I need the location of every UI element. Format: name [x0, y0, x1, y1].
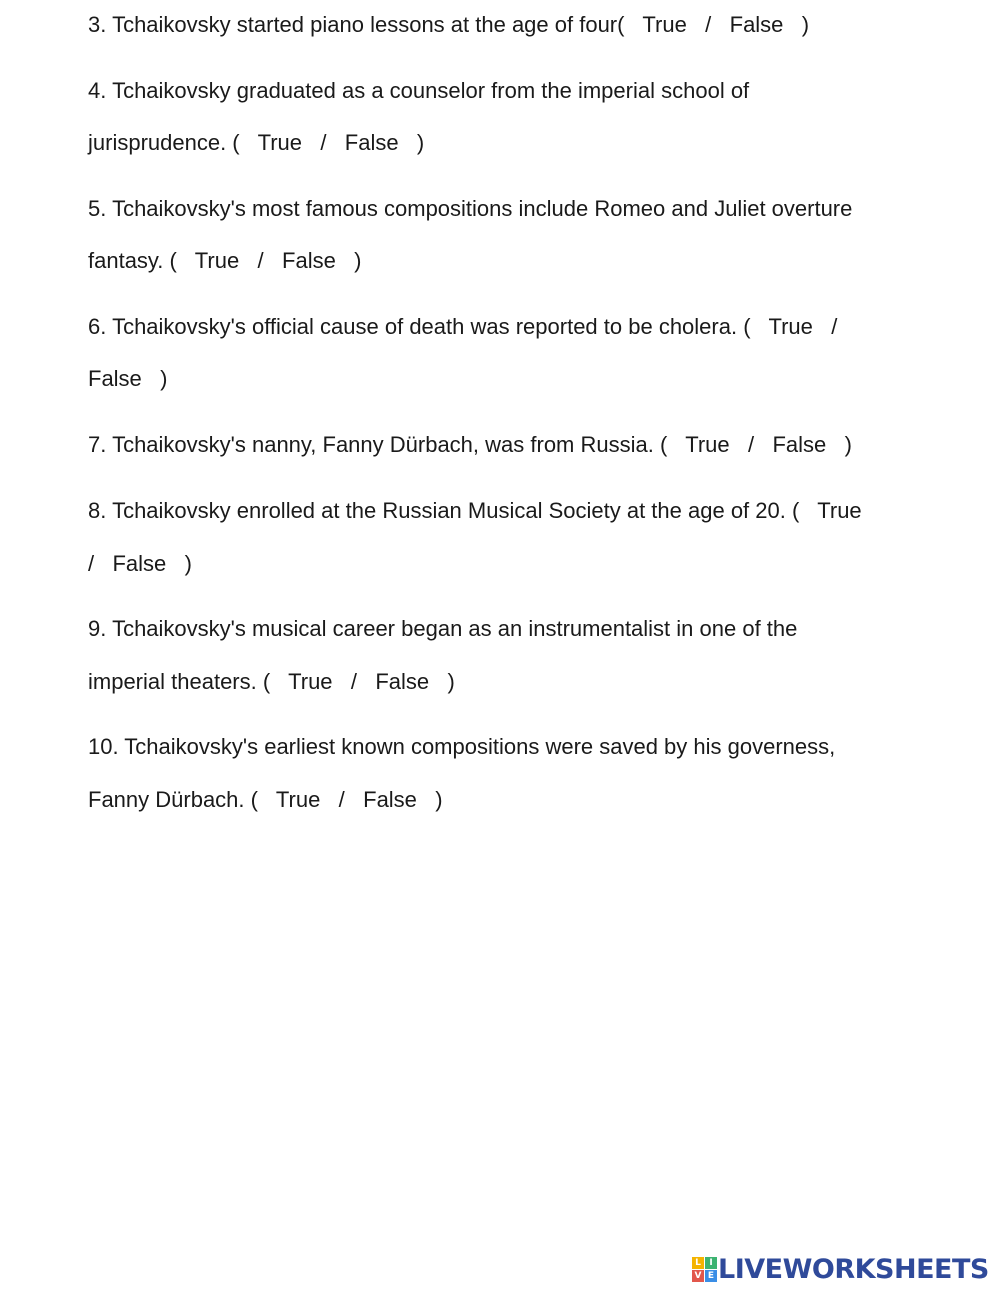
question-text: 6. Tchaikovsky's official cause of death was reported to be cholera. (: [88, 314, 769, 339]
question-3-line: [88, 12, 809, 38]
option-true[interactable]: True: [257, 130, 302, 155]
question-7-line: [88, 432, 852, 458]
option-true[interactable]: True: [288, 669, 333, 694]
question-8-line: [88, 498, 862, 524]
option-true[interactable]: True: [685, 432, 730, 457]
option-true[interactable]: True: [275, 787, 321, 812]
option-separator: /: [320, 787, 364, 812]
closing-paren: ): [783, 12, 810, 37]
option-separator: /: [88, 551, 113, 576]
option-false[interactable]: False: [729, 12, 784, 37]
question-6-line: [88, 366, 167, 392]
option-false[interactable]: False: [375, 669, 430, 694]
question-text: 9. Tchaikovsky's musical career began as an instrumentalist in one of the: [88, 616, 798, 641]
closing-paren: ): [335, 248, 362, 273]
option-true[interactable]: True: [642, 12, 687, 37]
logo-icon-cell: I: [705, 1257, 717, 1269]
option-separator: /: [686, 12, 730, 37]
option-true[interactable]: True: [817, 498, 862, 523]
liveworksheets-logo: [692, 1252, 989, 1286]
question-text: 5. Tchaikovsky's most famous compositions include Romeo and Juliet overture: [88, 196, 853, 221]
question-text: 3. Tchaikovsky started piano lessons at the age of four(: [88, 12, 643, 37]
logo-icon-cell: E: [705, 1270, 717, 1282]
liveworksheets-logo-icon: [692, 1257, 716, 1281]
closing-paren: ): [416, 787, 443, 812]
closing-paren: ): [826, 432, 852, 457]
option-separator: /: [302, 130, 345, 155]
logo-icon-cell: L: [692, 1257, 704, 1269]
option-separator: /: [332, 669, 376, 694]
option-false[interactable]: False: [282, 248, 336, 273]
question-5-line: [88, 248, 361, 274]
liveworksheets-logo-text: LIVEWORKSHEETS: [718, 1253, 989, 1285]
question-5-line: [88, 196, 852, 222]
option-false[interactable]: False: [88, 366, 142, 391]
closing-paren: ): [166, 551, 192, 576]
question-9-line: [88, 616, 797, 642]
question-text: 4. Tchaikovsky graduated as a counselor from the imperial school of: [88, 78, 750, 103]
question-10-line: [88, 734, 835, 760]
option-false[interactable]: False: [363, 787, 417, 812]
logo-icon-cell: V: [692, 1270, 704, 1282]
question-4-line: [88, 78, 749, 104]
option-separator: /: [729, 432, 773, 457]
option-separator: /: [812, 314, 838, 339]
question-text: 10. Tchaikovsky's earliest known compositions were saved by his governess,: [88, 734, 836, 759]
option-false[interactable]: False: [344, 130, 399, 155]
question-10-line: [88, 787, 443, 813]
question-text: 7. Tchaikovsky's nanny, Fanny Dürbach, was from Russia. (: [88, 432, 686, 457]
closing-paren: ): [141, 366, 168, 391]
closing-paren: ): [429, 669, 455, 694]
question-6-line: [88, 314, 837, 340]
question-text: fantasy. (: [88, 248, 195, 273]
question-text: Fanny Dürbach. (: [88, 787, 276, 812]
question-text: jurisprudence. (: [88, 130, 258, 155]
question-text: imperial theaters. (: [88, 669, 289, 694]
option-true[interactable]: True: [194, 248, 240, 273]
option-separator: /: [239, 248, 283, 273]
option-false[interactable]: False: [112, 551, 167, 576]
question-4-line: [88, 130, 424, 156]
question-9-line: [88, 669, 455, 695]
option-true[interactable]: True: [768, 314, 813, 339]
option-false[interactable]: False: [772, 432, 827, 457]
closing-paren: ): [398, 130, 425, 155]
question-text: 8. Tchaikovsky enrolled at the Russian Musical Society at the age of 20. (: [88, 498, 818, 523]
question-8-line: [88, 551, 192, 577]
